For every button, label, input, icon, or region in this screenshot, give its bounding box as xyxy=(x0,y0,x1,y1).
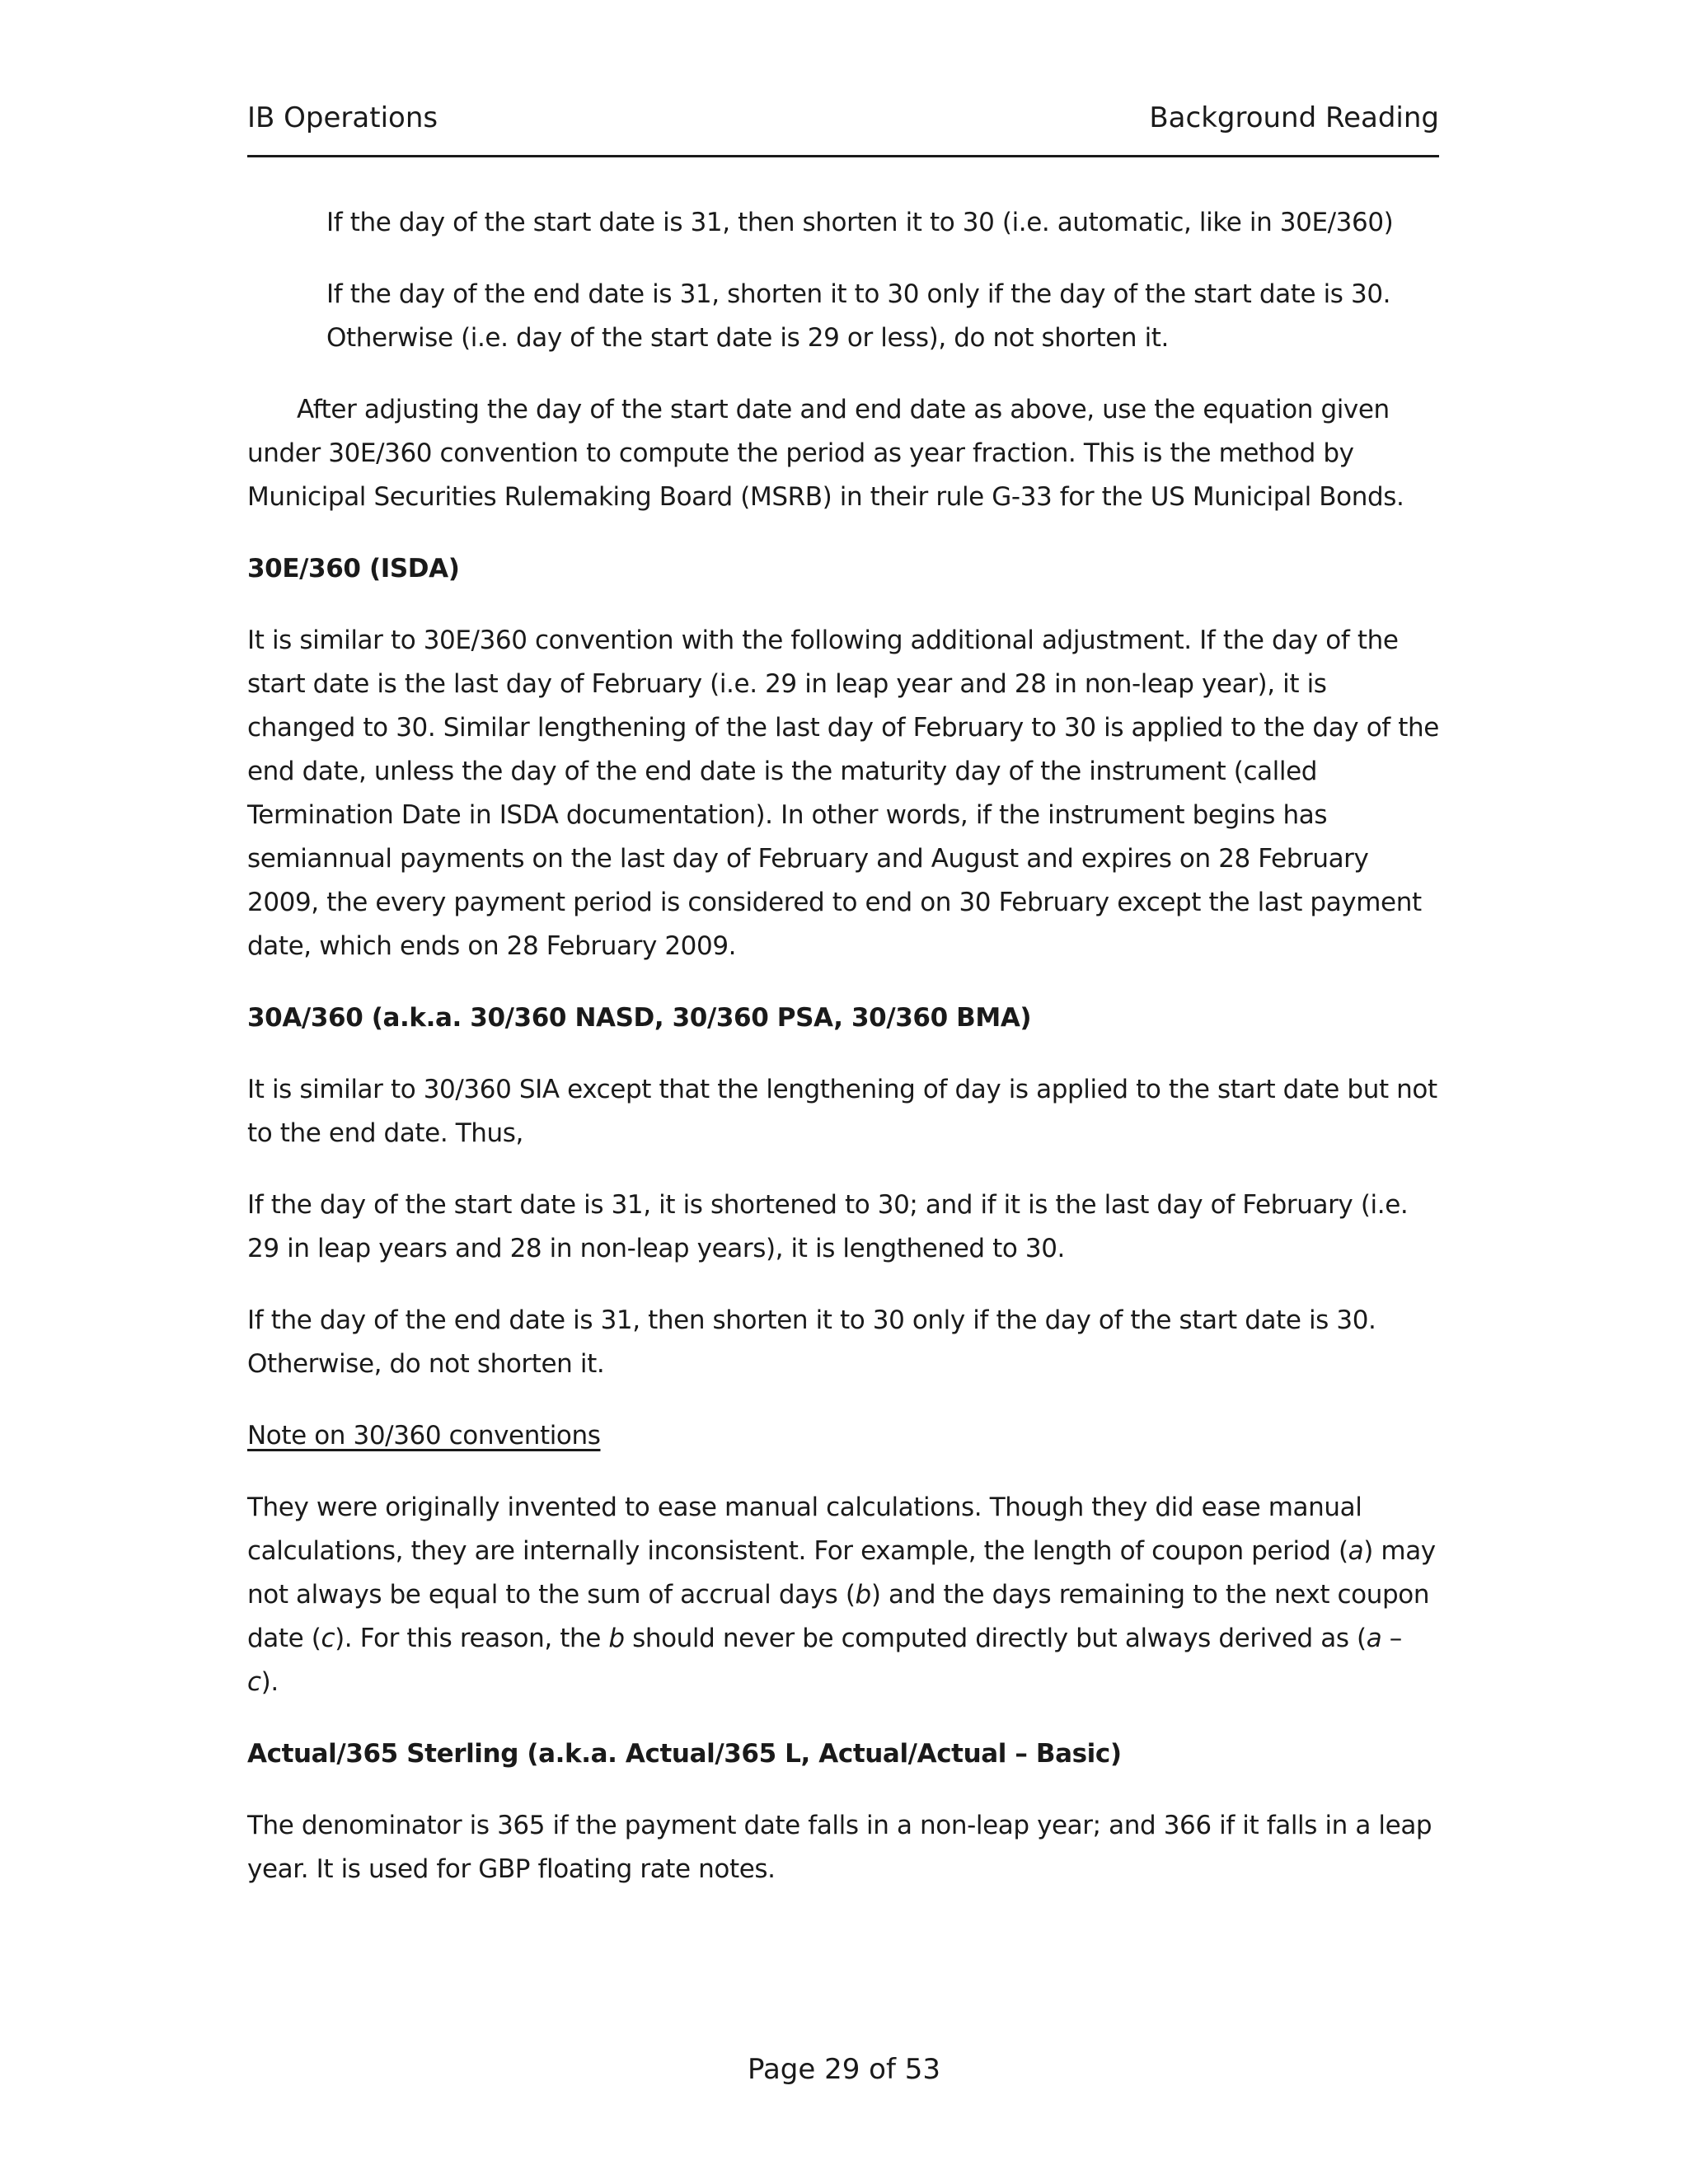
page-number: Page 29 of 53 xyxy=(747,2053,941,2086)
header-right-title: Background Reading xyxy=(1149,101,1439,134)
page-header xyxy=(247,97,1439,138)
heading-actual-365-sterling: Actual/365 Sterling (a.k.a. Actual/365 L, Actual/Actual – Basic) xyxy=(247,1739,1122,1769)
paragraph-30a-description: It is similar to 30/360 SIA except that the lengthening of day is applied to the start date but not to the end date. Thus, xyxy=(247,1075,1437,1148)
paragraph-msrb-method: After adjusting the day of the start date and end date as above, use the equation given under 30E/360 convention to compute the period as year fraction. This is the method by Municipal Securities Rulemaking Board (MSRB) in their rule G-33 for the US Municipal Bonds. xyxy=(247,395,1404,512)
note-text-5: should never be computed directly but always derived as ( xyxy=(624,1624,1367,1653)
paragraph-note-body xyxy=(247,1486,1439,1704)
paragraph-start-date-rule: If the day of the start date is 31, then shorten it to 30 (i.e. automatic, like in 30E/360) xyxy=(326,208,1394,237)
note-text-4: ). For this reason, the xyxy=(335,1624,609,1653)
paragraph-30a-end-rule: If the day of the end date is 31, then shorten it to 30 only if the day of the start date is 30. Otherwise, do not shorten it. xyxy=(247,1305,1376,1379)
note-var-b-2: b xyxy=(608,1624,625,1653)
note-var-a-2: a xyxy=(1366,1624,1382,1653)
note-var-a: a xyxy=(1348,1536,1364,1566)
header-divider xyxy=(247,155,1439,157)
note-text-2: ) may not always be equal to the sum of accrual days ( xyxy=(247,1536,1436,1610)
note-text-3: ) and the days remaining to the next coupon date ( xyxy=(247,1580,1430,1653)
paragraph-sterling-description: The denominator is 365 if the payment date falls in a non-leap year; and 366 if it falls in a leap year. It is used for GBP floating rate notes. xyxy=(247,1811,1432,1884)
paragraph-30a-start-rule: If the day of the start date is 31, it is shortened to 30; and if it is the last day of February (i.e. 29 in leap years and 28 in non-leap years), it is lengthened to 30. xyxy=(247,1190,1409,1263)
note-heading: Note on 30/360 conventions xyxy=(247,1421,601,1451)
document-page xyxy=(247,0,1439,2184)
header-left-title: IB Operations xyxy=(247,101,438,134)
page-body xyxy=(247,201,1439,1919)
note-text-6: – xyxy=(1381,1624,1402,1653)
note-var-c: c xyxy=(321,1624,335,1653)
paragraph-isda-description: It is similar to 30E/360 convention with the following additional adjustment. If the day of the start date is the last day of February (i.e. 29 in leap year and 28 in non-leap year), it is changed to 30. Similar lengthening of the last day of February to 30 is applied to the day of the end date, unless the day of the end date is the maturity day of the instrument (called Termination Date in ISDA documentation). In other words, if the instrument begins has semiannual payments on the last day of February and August and expires on 28 February 2009, the every payment period is considered to end on 30 February except the last payment date, which ends on 28 February 2009. xyxy=(247,626,1439,961)
note-text-1: They were originally invented to ease manual calculations. Though they did ease manual calculations, they are internally inconsistent. For example, the length of coupon period ( xyxy=(247,1493,1362,1566)
note-var-c-2: c xyxy=(247,1667,261,1697)
heading-30e-360-isda: 30E/360 (ISDA) xyxy=(247,554,460,583)
note-text-7: ). xyxy=(260,1667,279,1697)
paragraph-end-date-rule: If the day of the end date is 31, shorten it to 30 only if the day of the start date is 30. Otherwise (i.e. day of the start date is 29 or less), do not shorten it. xyxy=(326,279,1391,353)
note-var-b: b xyxy=(855,1580,871,1610)
heading-30a-360: 30A/360 (a.k.a. 30/360 NASD, 30/360 PSA, 30/360 BMA) xyxy=(247,1003,1032,1033)
